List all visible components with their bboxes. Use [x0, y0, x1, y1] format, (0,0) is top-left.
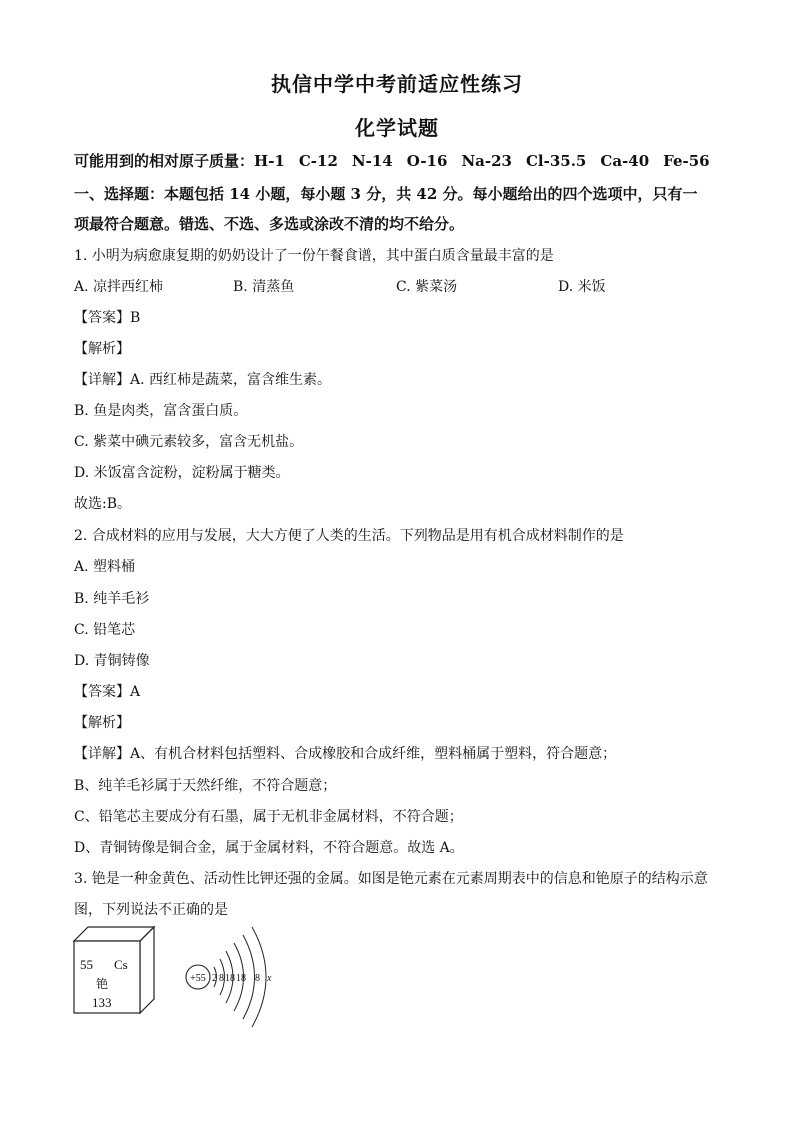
q2-stem: 2. 合成材料的应用与发展，大大方便了人类的生活。下列物品是用有机合成材料制作的是 [74, 528, 624, 544]
shell-count-3: 18 [225, 973, 235, 984]
section-heading-line1: 一、选择题：本题包括 14 小题，每小题 3 分，共 42 分。每小题给出的四个选项中，只有一 [74, 185, 698, 203]
mass-fe: Fe-56 [663, 152, 710, 170]
q2-option-c: C. 铅笔芯 [74, 622, 136, 638]
mass-ca: Ca-40 [600, 152, 650, 170]
q1-detail-4: D. 米饭富含淀粉，淀粉属于糖类。 [74, 465, 290, 481]
element-name: 铯 [96, 977, 109, 991]
page-subtitle: 化学试题 [355, 116, 439, 140]
atom-structure-diagram [182, 920, 292, 1030]
relative-atomic-mass: 133 [92, 995, 112, 1010]
atomic-number: 55 [80, 957, 93, 972]
q1-detail-1: 【详解】A. 西红柿是蔬菜，富含维生素。 [74, 372, 332, 388]
cell-side-face [140, 927, 154, 1013]
atomic-masses-label: 可能用到的相对原子质量： [74, 152, 255, 170]
nucleus-charge: +55 [190, 973, 206, 984]
q2-option-d: D. 青铜铸像 [74, 653, 150, 669]
q1-option-c: C. 紫菜汤 [396, 279, 458, 295]
element-symbol: Cs [114, 957, 128, 972]
q3-stem-line2: 图，下列说法不正确的是 [74, 902, 228, 918]
q2-detail-2: B、纯羊毛衫属于天然纤维，不符合题意； [74, 778, 337, 794]
mass-na: Na-23 [461, 152, 512, 170]
q2-answer: 【答案】A [74, 684, 141, 700]
q1-stem: 1. 小明为病愈康复期的奶奶设计了一份午餐食谱，其中蛋白质含量最丰富的是 [74, 248, 554, 264]
q2-option-b: B. 纯羊毛衫 [74, 591, 150, 607]
q2-analysis: 【解析】 [74, 715, 130, 731]
q2-detail-1: 【详解】A、有机合材料包括塑料、合成橡胶和合成纤维，塑料桶属于塑料，符合题意； [74, 746, 617, 762]
q1-detail-3: C. 紫菜中碘元素较多，富含无机盐。 [74, 434, 304, 450]
shell-count-1: 2 [212, 973, 217, 984]
shell-count-2: 8 [219, 973, 224, 984]
q1-detail-2: B. 鱼是肉类，富含蛋白质。 [74, 403, 248, 419]
q1-analysis: 【解析】 [74, 341, 130, 357]
mass-c: C-12 [298, 152, 338, 170]
shell-count-5: 8 [255, 973, 260, 984]
q2-option-a: A. 塑料桶 [74, 559, 136, 575]
section-heading-line2: 项最符合题意。错选、不选、多选或涂改不清的均不给分。 [74, 215, 465, 233]
q1-option-a: A. 凉拌西红柿 [74, 279, 164, 295]
page-title: 执信中学中考前适应性练习 [271, 72, 523, 96]
mass-h: H-1 [254, 152, 285, 170]
q1-option-d: D. 米饭 [558, 279, 606, 295]
q1-option-b: B. 清蒸鱼 [233, 279, 295, 295]
periodic-table-cell [72, 925, 160, 1017]
mass-n: N-14 [351, 152, 393, 170]
atomic-masses [74, 150, 724, 171]
shell-count-6: x [267, 973, 272, 984]
q2-detail-4: D、青铜铸像是铜合金，属于金属材料，不符合题意。故选 A。 [74, 840, 464, 856]
q3-stem-line1: 3. 铯是一种金黄色、活动性比钾还强的金属。如图是铯元素在元素周期表中的信息和铯原子的结构示意 [74, 871, 708, 887]
q1-answer: 【答案】B [74, 310, 141, 326]
shell-count-4: 18 [236, 973, 246, 984]
q1-conclusion: 故选:B。 [74, 496, 132, 512]
mass-cl: Cl-35.5 [525, 152, 587, 170]
q2-detail-3: C、铅笔芯主要成分有石墨，属于无机非金属材料，不符合题； [74, 809, 463, 825]
mass-o: O-16 [406, 152, 448, 170]
